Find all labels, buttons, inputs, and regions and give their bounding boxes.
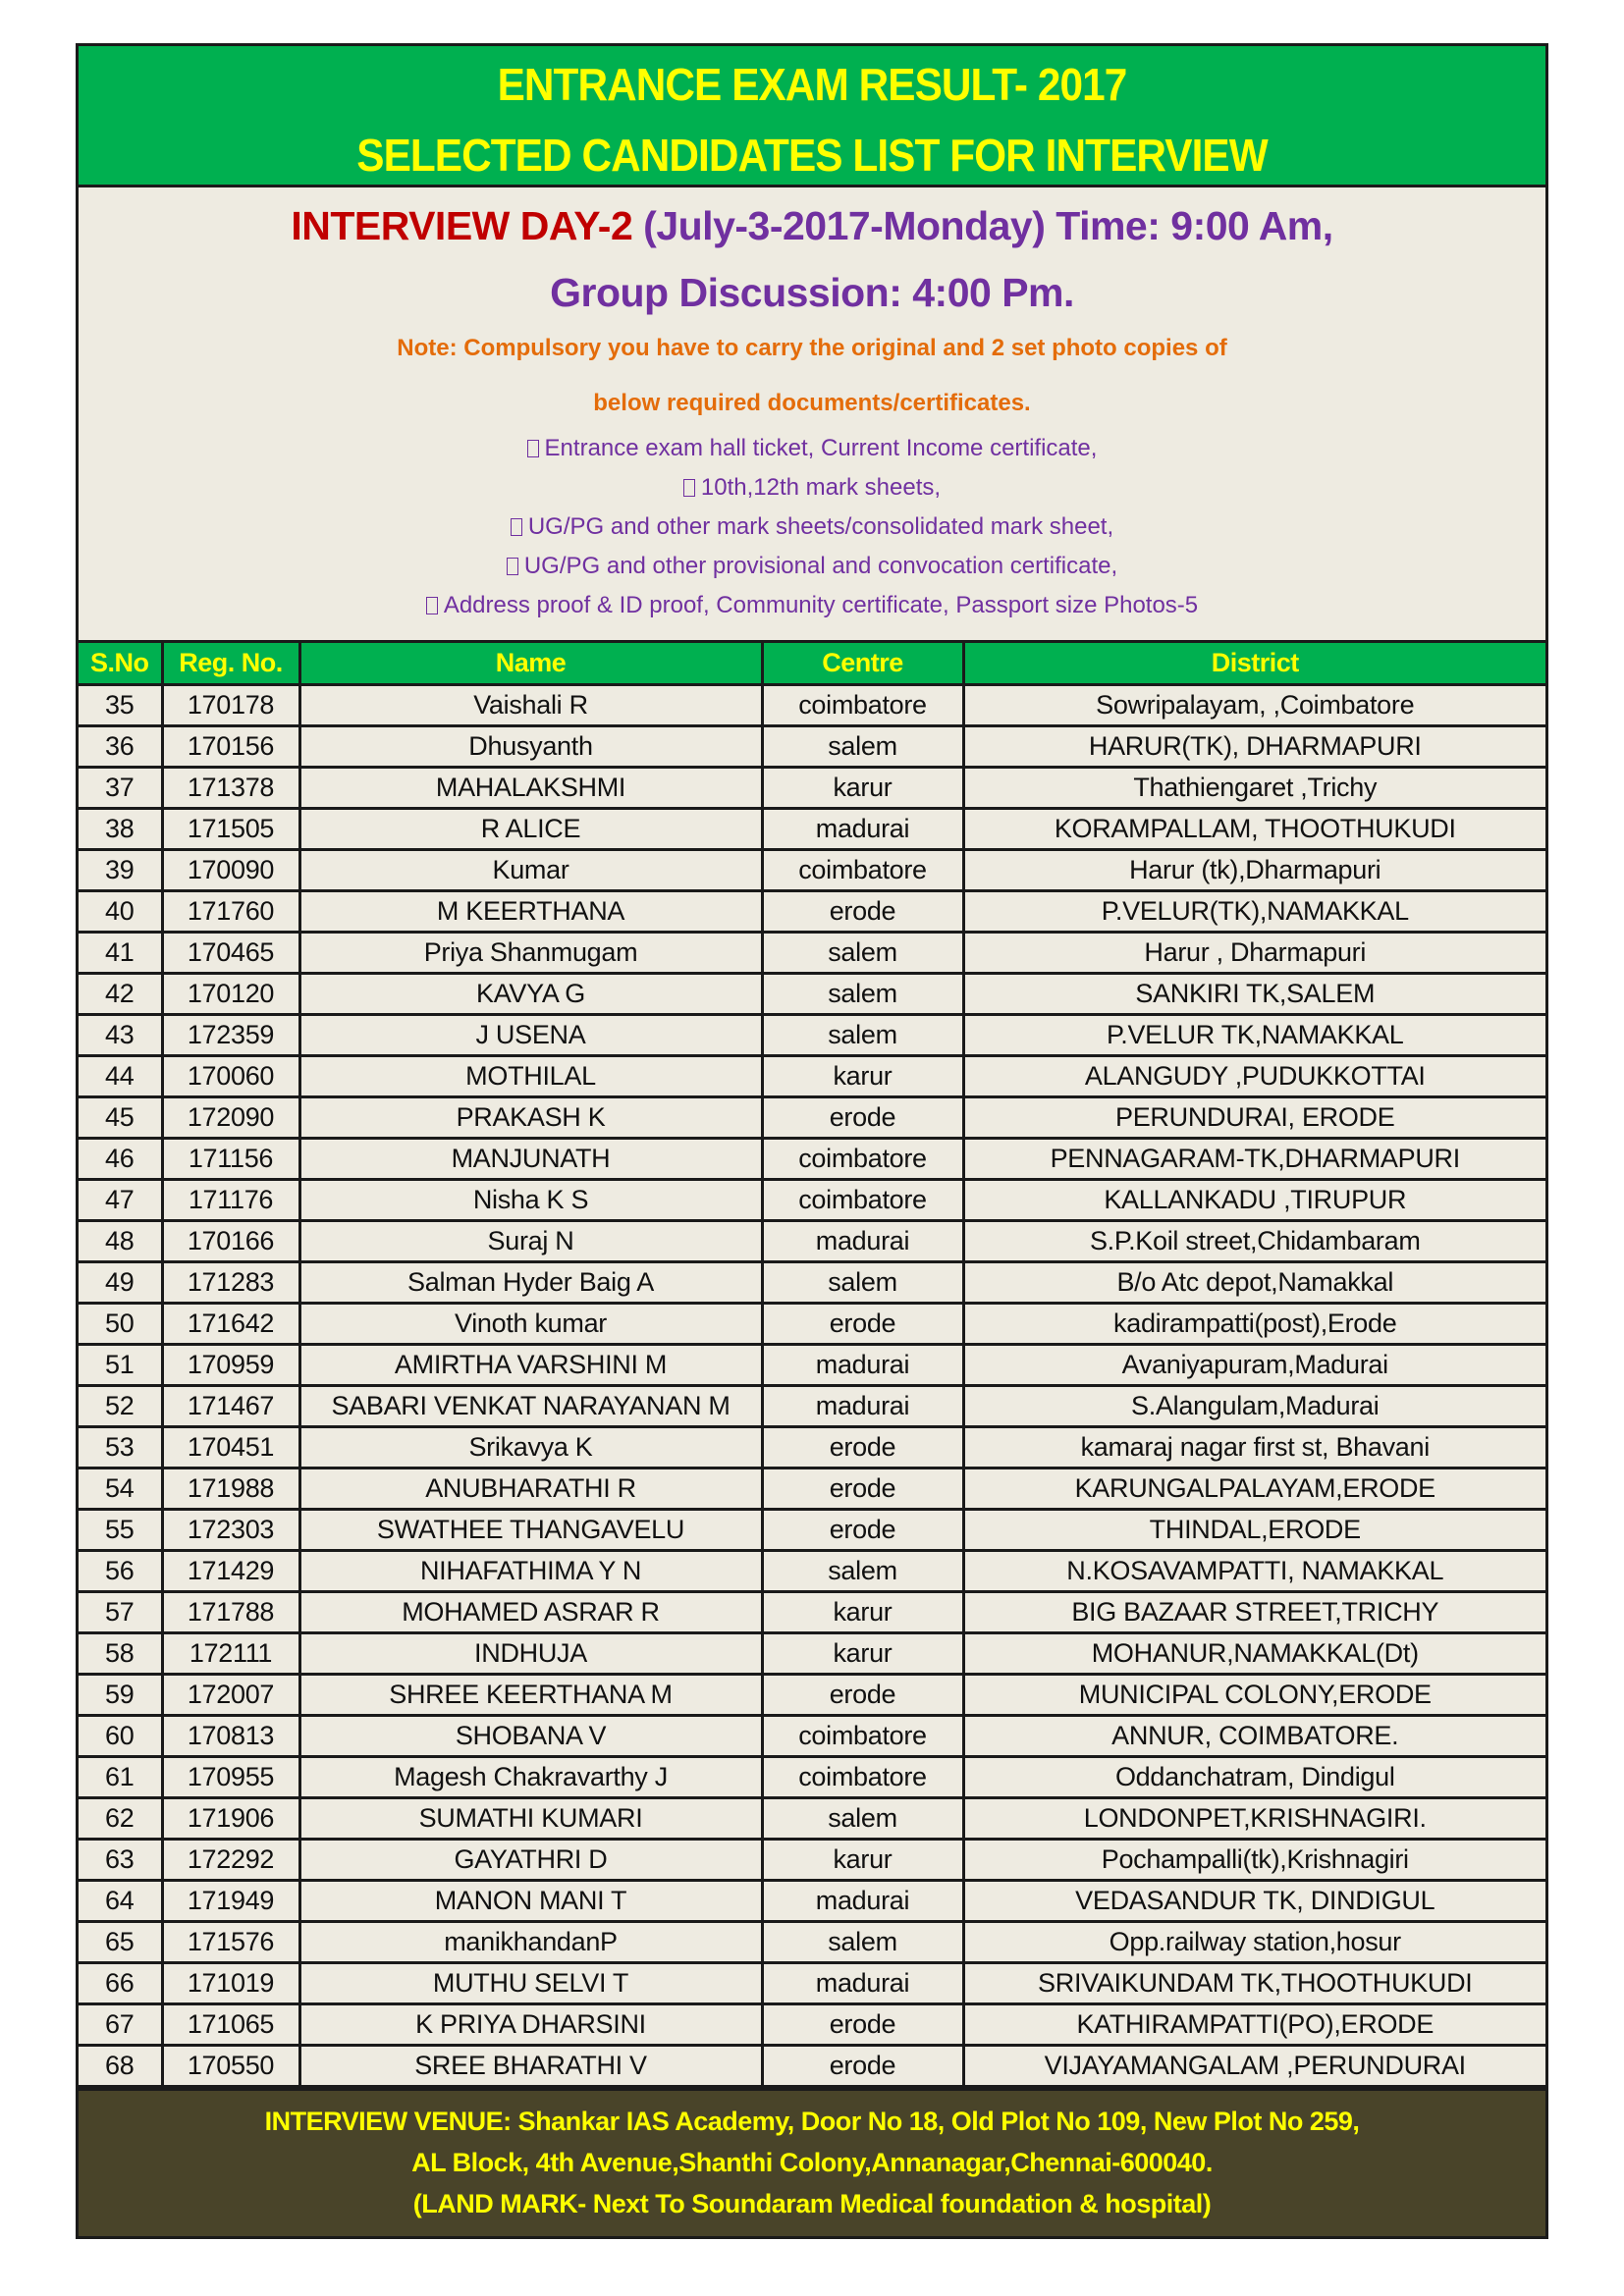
cell-district: S.P.Koil street,Chidambaram <box>963 1221 1545 1262</box>
cell-name: Priya Shanmugam <box>299 933 762 974</box>
cell-district: KORAMPALLAM, THOOTHUKUDI <box>963 809 1545 850</box>
cell-district: Harur , Dharmapuri <box>963 933 1545 974</box>
cell-sno: 63 <box>79 1840 162 1881</box>
cell-centre: coimbatore <box>762 850 963 891</box>
cell-district: N.KOSAVAMPATTI, NAMAKKAL <box>963 1551 1545 1592</box>
cell-name: R ALICE <box>299 809 762 850</box>
checkbox-bullet-icon <box>507 558 518 575</box>
cell-sno: 42 <box>79 974 162 1015</box>
table-row <box>79 2004 1545 2046</box>
cell-district: Avaniyapuram,Madurai <box>963 1345 1545 1386</box>
table-row <box>79 1881 1545 1922</box>
cell-district: S.Alangulam,Madurai <box>963 1386 1545 1427</box>
cell-district: BIG BAZAAR STREET,TRICHY <box>963 1592 1545 1633</box>
cell-name: SWATHEE THANGAVELU <box>299 1510 762 1551</box>
cell-district: MUNICIPAL COLONY,ERODE <box>963 1675 1545 1716</box>
cell-reg-no: 170156 <box>162 726 299 768</box>
interview-date-time: (July-3-2017-Monday) Time: 9:00 Am, <box>643 203 1333 248</box>
document-text: UG/PG and other provisional and convocation certificate, <box>523 553 1118 579</box>
cell-district: Oddanchatram, Dindigul <box>963 1757 1545 1798</box>
cell-sno: 55 <box>79 1510 162 1551</box>
cell-district: P.VELUR(TK),NAMAKKAL <box>963 891 1545 933</box>
required-documents-list <box>79 429 1545 625</box>
cell-reg-no: 171988 <box>162 1468 299 1510</box>
cell-centre: erode <box>762 1427 963 1468</box>
checkbox-bullet-icon <box>683 479 695 497</box>
cell-district: THINDAL,ERODE <box>963 1510 1545 1551</box>
cell-reg-no: 171176 <box>162 1180 299 1221</box>
table-row <box>79 809 1545 850</box>
cell-centre: erode <box>762 1304 963 1345</box>
cell-district: SRIVAIKUNDAM TK,THOOTHUKUDI <box>963 1963 1545 2004</box>
cell-name: Dhusyanth <box>299 726 762 768</box>
cell-name: GAYATHRI D <box>299 1840 762 1881</box>
cell-centre: coimbatore <box>762 685 963 726</box>
cell-centre: salem <box>762 1015 963 1056</box>
document-item <box>79 468 1545 507</box>
interview-venue-footer <box>79 2088 1545 2236</box>
cell-centre: salem <box>762 1922 963 1963</box>
cell-name: PRAKASH K <box>299 1097 762 1139</box>
table-body <box>79 685 1545 2087</box>
cell-sno: 35 <box>79 685 162 726</box>
venue-line-1: INTERVIEW VENUE: Shankar IAS Academy, Door No 18, Old Plot No 109, New Plot No 259, <box>264 2107 1360 2136</box>
cell-name: J USENA <box>299 1015 762 1056</box>
cell-district: PERUNDURAI, ERODE <box>963 1097 1545 1139</box>
cell-centre: erode <box>762 2046 963 2087</box>
cell-centre: erode <box>762 2004 963 2046</box>
cell-district: VEDASANDUR TK, DINDIGUL <box>963 1881 1545 1922</box>
cell-centre: coimbatore <box>762 1716 963 1757</box>
cell-name: AMIRTHA VARSHINI M <box>299 1345 762 1386</box>
venue-line-2: AL Block, 4th Avenue,Shanthi Colony,Annanagar,Chennai-600040. <box>411 2148 1213 2177</box>
cell-centre: coimbatore <box>762 1139 963 1180</box>
cell-district: KARUNGALPALAYAM,ERODE <box>963 1468 1545 1510</box>
table-row <box>79 1139 1545 1180</box>
cell-name: INDHUJA <box>299 1633 762 1675</box>
cell-reg-no: 171642 <box>162 1304 299 1345</box>
cell-sno: 38 <box>79 809 162 850</box>
document-item <box>79 507 1545 547</box>
cell-name: Magesh Chakravarthy J <box>299 1757 762 1798</box>
cell-name: Salman Hyder Baig A <box>299 1262 762 1304</box>
cell-sno: 60 <box>79 1716 162 1757</box>
interview-info <box>79 187 1545 640</box>
cell-district: kamaraj nagar first st, Bhavani <box>963 1427 1545 1468</box>
cell-sno: 53 <box>79 1427 162 1468</box>
table-row <box>79 1180 1545 1221</box>
cell-district: LONDONPET,KRISHNAGIRI. <box>963 1798 1545 1840</box>
cell-reg-no: 170060 <box>162 1056 299 1097</box>
cell-sno: 51 <box>79 1345 162 1386</box>
cell-reg-no: 171949 <box>162 1881 299 1922</box>
note-line-2: below required documents/certificates. <box>593 390 1031 416</box>
cell-sno: 61 <box>79 1757 162 1798</box>
cell-centre: salem <box>762 726 963 768</box>
cell-reg-no: 171283 <box>162 1262 299 1304</box>
table-row <box>79 685 1545 726</box>
cell-reg-no: 170550 <box>162 2046 299 2087</box>
cell-name: M KEERTHANA <box>299 891 762 933</box>
document-text: UG/PG and other mark sheets/consolidated mark sheet, <box>527 513 1114 540</box>
table-row <box>79 1015 1545 1056</box>
table-row <box>79 1716 1545 1757</box>
cell-reg-no: 170166 <box>162 1221 299 1262</box>
cell-centre: madurai <box>762 809 963 850</box>
cell-name: Srikavya K <box>299 1427 762 1468</box>
cell-name: manikhandanP <box>299 1922 762 1963</box>
cell-name: MAHALAKSHMI <box>299 768 762 809</box>
column-header-reg-no: Reg. No. <box>162 642 299 685</box>
cell-name: NIHAFATHIMA Y N <box>299 1551 762 1592</box>
cell-centre: karur <box>762 768 963 809</box>
cell-district: HARUR(TK), DHARMAPURI <box>963 726 1545 768</box>
cell-district: ALANGUDY ,PUDUKKOTTAI <box>963 1056 1545 1097</box>
table-row <box>79 1963 1545 2004</box>
cell-reg-no: 171505 <box>162 809 299 850</box>
cell-district: SANKIRI TK,SALEM <box>963 974 1545 1015</box>
checkbox-bullet-icon <box>527 440 539 457</box>
cell-district: kadirampatti(post),Erode <box>963 1304 1545 1345</box>
cell-name: SHOBANA V <box>299 1716 762 1757</box>
cell-centre: erode <box>762 891 963 933</box>
cell-reg-no: 171429 <box>162 1551 299 1592</box>
cell-sno: 62 <box>79 1798 162 1840</box>
table-row <box>79 974 1545 1015</box>
cell-name: Suraj N <box>299 1221 762 1262</box>
table-row <box>79 1675 1545 1716</box>
cell-sno: 36 <box>79 726 162 768</box>
cell-centre: salem <box>762 1262 963 1304</box>
cell-district: Harur (tk),Dharmapuri <box>963 850 1545 891</box>
cell-name: Vinoth kumar <box>299 1304 762 1345</box>
document-item <box>79 547 1545 586</box>
cell-centre: erode <box>762 1097 963 1139</box>
cell-district: Thathiengaret ,Trichy <box>963 768 1545 809</box>
cell-sno: 65 <box>79 1922 162 1963</box>
cell-district: MOHANUR,NAMAKKAL(Dt) <box>963 1633 1545 1675</box>
selected-candidates-title: SELECTED CANDIDATES LIST FOR INTERVIEW <box>356 130 1268 181</box>
cell-centre: madurai <box>762 1963 963 2004</box>
cell-district: KATHIRAMPATTI(PO),ERODE <box>963 2004 1545 2046</box>
column-header-district: District <box>963 642 1545 685</box>
table-row <box>79 1262 1545 1304</box>
cell-name: MOHAMED ASRAR R <box>299 1592 762 1633</box>
cell-district: Opp.railway station,hosur <box>963 1922 1545 1963</box>
cell-reg-no: 172007 <box>162 1675 299 1716</box>
cell-reg-no: 171760 <box>162 891 299 933</box>
interview-day-label: INTERVIEW DAY-2 <box>291 203 633 248</box>
table-row <box>79 1551 1545 1592</box>
document-text: Address proof & ID proof, Community certificate, Passport size Photos-5 <box>443 592 1199 618</box>
cell-name: MOTHILAL <box>299 1056 762 1097</box>
cell-sno: 50 <box>79 1304 162 1345</box>
table-row <box>79 1304 1545 1345</box>
cell-district: VIJAYAMANGALAM ,PERUNDURAI <box>963 2046 1545 2087</box>
cell-reg-no: 171156 <box>162 1139 299 1180</box>
document-text: 10th,12th mark sheets, <box>700 474 942 501</box>
table-row <box>79 1386 1545 1427</box>
cell-reg-no: 171906 <box>162 1798 299 1840</box>
candidates-table <box>79 640 1545 2088</box>
cell-sno: 46 <box>79 1139 162 1180</box>
cell-centre: salem <box>762 974 963 1015</box>
cell-reg-no: 171576 <box>162 1922 299 1963</box>
cell-district: B/o Atc depot,Namakkal <box>963 1262 1545 1304</box>
cell-name: Nisha K S <box>299 1180 762 1221</box>
cell-reg-no: 171467 <box>162 1386 299 1427</box>
cell-reg-no: 172292 <box>162 1840 299 1881</box>
cell-reg-no: 171378 <box>162 768 299 809</box>
table-row <box>79 726 1545 768</box>
cell-reg-no: 170451 <box>162 1427 299 1468</box>
cell-sno: 44 <box>79 1056 162 1097</box>
table-row <box>79 1922 1545 1963</box>
document-text: Entrance exam hall ticket, Current Income certificate, <box>544 435 1098 461</box>
cell-centre: madurai <box>762 1221 963 1262</box>
exam-result-title: ENTRANCE EXAM RESULT- 2017 <box>497 59 1127 110</box>
cell-name: SUMATHI KUMARI <box>299 1798 762 1840</box>
table-row <box>79 1345 1545 1386</box>
cell-reg-no: 170955 <box>162 1757 299 1798</box>
cell-district: ANNUR, COIMBATORE. <box>963 1716 1545 1757</box>
checkbox-bullet-icon <box>426 597 438 614</box>
cell-name: Vaishali R <box>299 685 762 726</box>
cell-centre: karur <box>762 1592 963 1633</box>
table-row <box>79 1757 1545 1798</box>
table-row <box>79 1097 1545 1139</box>
cell-sno: 37 <box>79 768 162 809</box>
table-row <box>79 1592 1545 1633</box>
cell-sno: 59 <box>79 1675 162 1716</box>
table-row <box>79 768 1545 809</box>
cell-reg-no: 170090 <box>162 850 299 891</box>
table-row <box>79 2046 1545 2087</box>
cell-reg-no: 172111 <box>162 1633 299 1675</box>
title-banner <box>79 46 1545 187</box>
cell-centre: erode <box>762 1468 963 1510</box>
cell-reg-no: 170178 <box>162 685 299 726</box>
table-header-row <box>79 642 1545 685</box>
table-row <box>79 1840 1545 1881</box>
cell-sno: 68 <box>79 2046 162 2087</box>
column-header-centre: Centre <box>762 642 963 685</box>
cell-centre: salem <box>762 1798 963 1840</box>
cell-name: MANON MANI T <box>299 1881 762 1922</box>
cell-sno: 57 <box>79 1592 162 1633</box>
cell-name: K PRIYA DHARSINI <box>299 2004 762 2046</box>
interview-schedule <box>79 201 1545 250</box>
cell-name: Kumar <box>299 850 762 891</box>
cell-name: SREE BHARATHI V <box>299 2046 762 2087</box>
cell-reg-no: 170959 <box>162 1345 299 1386</box>
cell-centre: erode <box>762 1510 963 1551</box>
cell-sno: 56 <box>79 1551 162 1592</box>
cell-district: PENNAGARAM-TK,DHARMAPURI <box>963 1139 1545 1180</box>
venue-landmark: (LAND MARK- Next To Soundaram Medical foundation & hospital) <box>412 2189 1212 2218</box>
table-row <box>79 1427 1545 1468</box>
cell-reg-no: 170465 <box>162 933 299 974</box>
cell-centre: coimbatore <box>762 1180 963 1221</box>
cell-reg-no: 172303 <box>162 1510 299 1551</box>
cell-sno: 52 <box>79 1386 162 1427</box>
cell-sno: 45 <box>79 1097 162 1139</box>
cell-district: Sowripalayam, ,Coimbatore <box>963 685 1545 726</box>
cell-reg-no: 171019 <box>162 1963 299 2004</box>
cell-centre: salem <box>762 1551 963 1592</box>
cell-reg-no: 172359 <box>162 1015 299 1056</box>
cell-centre: erode <box>762 1675 963 1716</box>
cell-reg-no: 171065 <box>162 2004 299 2046</box>
cell-reg-no: 170120 <box>162 974 299 1015</box>
table-row <box>79 1468 1545 1510</box>
table-row <box>79 1056 1545 1097</box>
cell-name: ANUBHARATHI R <box>299 1468 762 1510</box>
cell-name: SHREE KEERTHANA M <box>299 1675 762 1716</box>
cell-sno: 43 <box>79 1015 162 1056</box>
checkbox-bullet-icon <box>511 518 522 536</box>
table-row <box>79 1510 1545 1551</box>
cell-centre: madurai <box>762 1386 963 1427</box>
cell-sno: 58 <box>79 1633 162 1675</box>
cell-centre: karur <box>762 1840 963 1881</box>
cell-sno: 40 <box>79 891 162 933</box>
document-item <box>79 586 1545 625</box>
cell-centre: madurai <box>762 1345 963 1386</box>
cell-district: P.VELUR TK,NAMAKKAL <box>963 1015 1545 1056</box>
cell-sno: 66 <box>79 1963 162 2004</box>
cell-district: Pochampalli(tk),Krishnagiri <box>963 1840 1545 1881</box>
column-header-name: Name <box>299 642 762 685</box>
cell-centre: coimbatore <box>762 1757 963 1798</box>
table-row <box>79 1221 1545 1262</box>
cell-centre: karur <box>762 1633 963 1675</box>
cell-sno: 39 <box>79 850 162 891</box>
cell-centre: madurai <box>762 1881 963 1922</box>
cell-centre: salem <box>762 933 963 974</box>
cell-reg-no: 170813 <box>162 1716 299 1757</box>
result-sheet <box>76 43 1548 2239</box>
table-row <box>79 850 1545 891</box>
document-item <box>79 429 1545 468</box>
cell-reg-no: 172090 <box>162 1097 299 1139</box>
column-header-sno: S.No <box>79 642 162 685</box>
cell-sno: 41 <box>79 933 162 974</box>
table-row <box>79 933 1545 974</box>
group-discussion-time: Group Discussion: 4:00 Pm. <box>550 270 1074 315</box>
table-row <box>79 1798 1545 1840</box>
cell-reg-no: 171788 <box>162 1592 299 1633</box>
cell-name: SABARI VENKAT NARAYANAN M <box>299 1386 762 1427</box>
cell-centre: karur <box>762 1056 963 1097</box>
table-row <box>79 1633 1545 1675</box>
cell-sno: 47 <box>79 1180 162 1221</box>
cell-name: MANJUNATH <box>299 1139 762 1180</box>
table-row <box>79 891 1545 933</box>
cell-name: MUTHU SELVI T <box>299 1963 762 2004</box>
cell-name: KAVYA G <box>299 974 762 1015</box>
cell-sno: 54 <box>79 1468 162 1510</box>
cell-sno: 67 <box>79 2004 162 2046</box>
cell-district: KALLANKADU ,TIRUPUR <box>963 1180 1545 1221</box>
note-line-1: Note: Compulsory you have to carry the original and 2 set photo copies of <box>397 335 1227 361</box>
cell-sno: 64 <box>79 1881 162 1922</box>
cell-sno: 48 <box>79 1221 162 1262</box>
cell-sno: 49 <box>79 1262 162 1304</box>
